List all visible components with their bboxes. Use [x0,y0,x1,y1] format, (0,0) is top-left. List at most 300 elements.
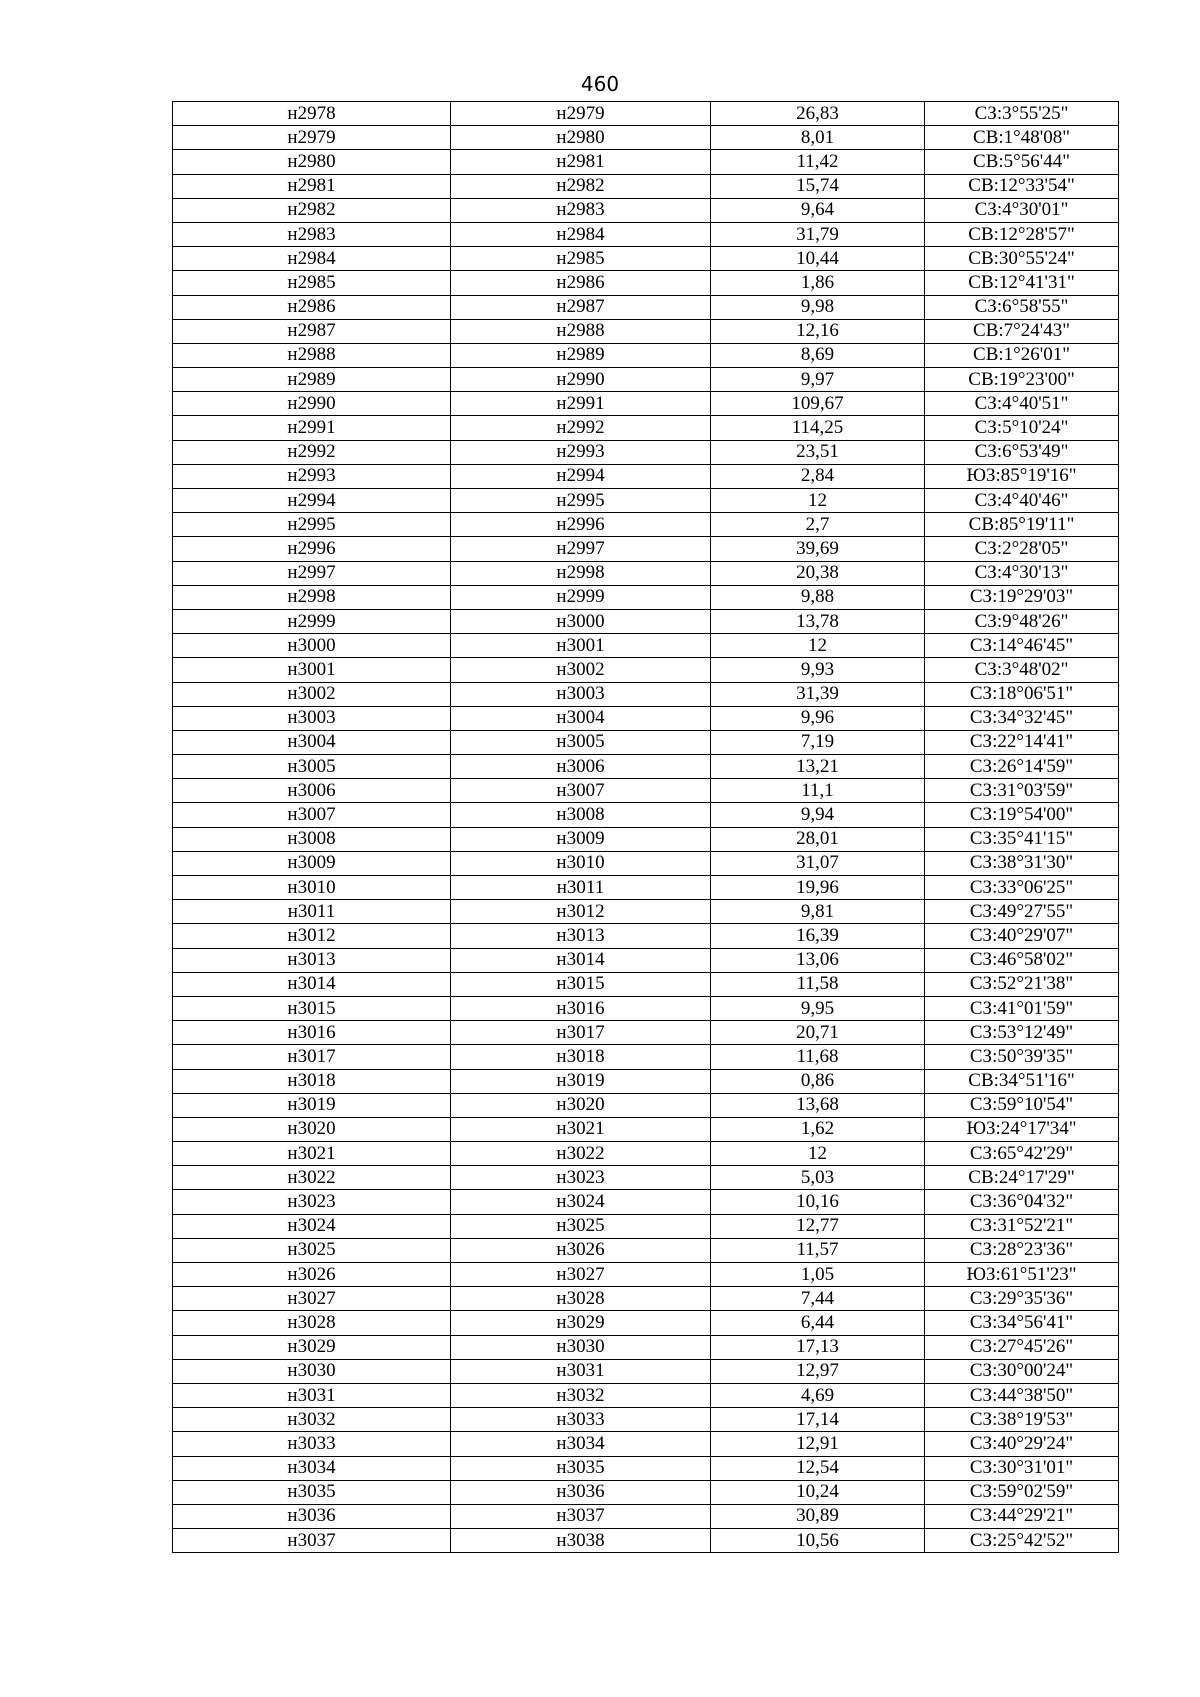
point-to-cell: н3030 [451,1335,711,1359]
bearing-cell: СЗ:52°21'38" [925,972,1119,996]
point-from-cell: н3025 [173,1238,451,1262]
distance-cell: 9,94 [711,803,925,827]
distance-cell: 17,14 [711,1408,925,1432]
point-to-cell: н2985 [451,247,711,271]
point-to-cell: н3017 [451,1021,711,1045]
table-row [173,1238,1119,1262]
table-row [173,1529,1119,1553]
point-to-cell: н2990 [451,368,711,392]
point-to-cell: н2979 [451,102,711,126]
point-from-cell: н3004 [173,730,451,754]
point-to-cell: н3001 [451,634,711,658]
point-to-cell: н3029 [451,1311,711,1335]
point-from-cell: н3026 [173,1263,451,1287]
point-from-cell: н3024 [173,1214,451,1238]
distance-cell: 12,97 [711,1359,925,1383]
point-from-cell: н3017 [173,1045,451,1069]
point-to-cell: н3003 [451,682,711,706]
point-to-cell: н3020 [451,1093,711,1117]
distance-cell: 20,38 [711,561,925,585]
table-row [173,1190,1119,1214]
distance-cell: 1,86 [711,271,925,295]
point-from-cell: н3023 [173,1190,451,1214]
point-from-cell: н3028 [173,1311,451,1335]
distance-cell: 12 [711,489,925,513]
table-row [173,755,1119,779]
distance-cell: 9,81 [711,900,925,924]
bearing-cell: СЗ:18°06'51" [925,682,1119,706]
point-from-cell: н2983 [173,222,451,246]
point-to-cell: н3021 [451,1117,711,1141]
bearing-cell: СЗ:4°40'51" [925,392,1119,416]
distance-cell: 12,16 [711,319,925,343]
bearing-cell: СВ:12°28'57" [925,222,1119,246]
bearing-cell: СЗ:5°10'24" [925,416,1119,440]
point-from-cell: н3007 [173,803,451,827]
point-to-cell: н2987 [451,295,711,319]
point-to-cell: н3009 [451,827,711,851]
point-to-cell: н3011 [451,876,711,900]
point-to-cell: н3016 [451,996,711,1020]
distance-cell: 11,68 [711,1045,925,1069]
bearing-cell: СЗ:29°35'36" [925,1287,1119,1311]
point-from-cell: н2997 [173,561,451,585]
point-from-cell: н3002 [173,682,451,706]
point-to-cell: н2999 [451,585,711,609]
point-to-cell: н2980 [451,126,711,150]
distance-cell: 17,13 [711,1335,925,1359]
table-row [173,464,1119,488]
point-to-cell: н2989 [451,343,711,367]
bearing-cell: СВ:7°24'43" [925,319,1119,343]
table-row [173,900,1119,924]
table-row [173,1093,1119,1117]
bearing-cell: СЗ:53°12'49" [925,1021,1119,1045]
table-row [173,368,1119,392]
bearing-cell: СЗ:4°40'46" [925,489,1119,513]
distance-cell: 5,03 [711,1166,925,1190]
distance-cell: 9,95 [711,996,925,1020]
point-from-cell: н3010 [173,876,451,900]
distance-cell: 9,97 [711,368,925,392]
point-from-cell: н2996 [173,537,451,561]
point-to-cell: н3031 [451,1359,711,1383]
table-row [173,1287,1119,1311]
table-row [173,803,1119,827]
table-row [173,682,1119,706]
bearing-cell: СЗ:26°14'59" [925,755,1119,779]
table-row [173,416,1119,440]
distance-cell: 12 [711,1142,925,1166]
table-row [173,948,1119,972]
table-row [173,1311,1119,1335]
distance-cell: 30,89 [711,1504,925,1528]
table-row [173,706,1119,730]
bearing-cell: СЗ:35°41'15" [925,827,1119,851]
point-to-cell: н2982 [451,174,711,198]
table-row [173,319,1119,343]
point-from-cell: н3001 [173,658,451,682]
point-from-cell: н2978 [173,102,451,126]
point-from-cell: н2982 [173,198,451,222]
distance-cell: 31,39 [711,682,925,706]
point-to-cell: н3036 [451,1480,711,1504]
distance-cell: 6,44 [711,1311,925,1335]
point-from-cell: н2987 [173,319,451,343]
table-row [173,1456,1119,1480]
point-to-cell: н2998 [451,561,711,585]
bearing-cell: СЗ:30°31'01" [925,1456,1119,1480]
point-from-cell: н3013 [173,948,451,972]
point-to-cell: н3014 [451,948,711,972]
point-from-cell: н3003 [173,706,451,730]
bearing-cell: СВ:5°56'44" [925,150,1119,174]
point-to-cell: н2996 [451,513,711,537]
point-to-cell: н3038 [451,1529,711,1553]
bearing-cell: ЮЗ:85°19'16" [925,464,1119,488]
point-to-cell: н2993 [451,440,711,464]
point-from-cell: н2979 [173,126,451,150]
point-from-cell: н3030 [173,1359,451,1383]
bearing-cell: СЗ:40°29'24" [925,1432,1119,1456]
table-row [173,876,1119,900]
point-from-cell: н2980 [173,150,451,174]
bearing-cell: СЗ:31°52'21" [925,1214,1119,1238]
point-from-cell: н3037 [173,1529,451,1553]
point-to-cell: н2992 [451,416,711,440]
point-to-cell: н3000 [451,609,711,633]
point-to-cell: н2995 [451,489,711,513]
distance-cell: 28,01 [711,827,925,851]
distance-cell: 4,69 [711,1383,925,1407]
bearing-cell: СЗ:19°54'00" [925,803,1119,827]
bearing-cell: СЗ:3°55'25" [925,102,1119,126]
table-row [173,271,1119,295]
point-from-cell: н2995 [173,513,451,537]
table-row [173,489,1119,513]
distance-cell: 23,51 [711,440,925,464]
bearing-cell: СЗ:59°02'59" [925,1480,1119,1504]
bearing-cell: СЗ:3°48'02" [925,658,1119,682]
table-row [173,779,1119,803]
table-row [173,343,1119,367]
point-to-cell: н3004 [451,706,711,730]
distance-cell: 20,71 [711,1021,925,1045]
distance-cell: 9,64 [711,198,925,222]
table-row [173,537,1119,561]
point-to-cell: н3012 [451,900,711,924]
bearing-cell: СЗ:38°31'30" [925,851,1119,875]
point-from-cell: н3034 [173,1456,451,1480]
bearing-cell: СЗ:36°04'32" [925,1190,1119,1214]
distance-cell: 7,44 [711,1287,925,1311]
bearing-cell: СЗ:19°29'03" [925,585,1119,609]
distance-cell: 114,25 [711,416,925,440]
table-row [173,585,1119,609]
distance-cell: 31,07 [711,851,925,875]
table-row [173,851,1119,875]
distance-cell: 16,39 [711,924,925,948]
bearing-cell: СЗ:40°29'07" [925,924,1119,948]
table-body [173,102,1119,1553]
point-to-cell: н2981 [451,150,711,174]
table-row [173,658,1119,682]
table-row [173,1045,1119,1069]
distance-cell: 1,62 [711,1117,925,1141]
distance-cell: 2,84 [711,464,925,488]
point-to-cell: н3006 [451,755,711,779]
point-from-cell: н3022 [173,1166,451,1190]
bearing-cell: СЗ:2°28'05" [925,537,1119,561]
distance-cell: 19,96 [711,876,925,900]
distance-cell: 12,54 [711,1456,925,1480]
distance-cell: 109,67 [711,392,925,416]
distance-cell: 13,21 [711,755,925,779]
point-from-cell: н3029 [173,1335,451,1359]
bearing-cell: СВ:1°48'08" [925,126,1119,150]
table-row [173,126,1119,150]
point-from-cell: н2994 [173,489,451,513]
distance-cell: 12,77 [711,1214,925,1238]
table-row [173,1142,1119,1166]
point-to-cell: н3027 [451,1263,711,1287]
distance-cell: 8,01 [711,126,925,150]
bearing-cell: СЗ:4°30'01" [925,198,1119,222]
point-from-cell: н2990 [173,392,451,416]
table-row [173,1359,1119,1383]
bearing-cell: ЮЗ:24°17'34" [925,1117,1119,1141]
point-to-cell: н2991 [451,392,711,416]
point-from-cell: н3014 [173,972,451,996]
bearing-cell: СВ:85°19'11" [925,513,1119,537]
bearing-cell: СЗ:50°39'35" [925,1045,1119,1069]
table-row [173,440,1119,464]
table-row [173,247,1119,271]
distance-cell: 8,69 [711,343,925,367]
bearing-cell: СЗ:34°32'45" [925,706,1119,730]
point-from-cell: н2993 [173,464,451,488]
bearing-cell: СВ:34°51'16" [925,1069,1119,1093]
bearing-cell: СЗ:25°42'52" [925,1529,1119,1553]
point-from-cell: н3009 [173,851,451,875]
distance-cell: 10,16 [711,1190,925,1214]
distance-cell: 0,86 [711,1069,925,1093]
point-from-cell: н3021 [173,1142,451,1166]
point-to-cell: н2983 [451,198,711,222]
point-from-cell: н3031 [173,1383,451,1407]
point-to-cell: н3018 [451,1045,711,1069]
distance-cell: 13,78 [711,609,925,633]
table-row [173,1408,1119,1432]
table-row [173,996,1119,1020]
point-from-cell: н3020 [173,1117,451,1141]
distance-cell: 12 [711,634,925,658]
distance-cell: 1,05 [711,1263,925,1287]
point-from-cell: н2989 [173,368,451,392]
table-row [173,561,1119,585]
point-from-cell: н3005 [173,755,451,779]
point-to-cell: н3015 [451,972,711,996]
bearing-cell: СЗ:65°42'29" [925,1142,1119,1166]
point-to-cell: н3023 [451,1166,711,1190]
point-from-cell: н3019 [173,1093,451,1117]
bearing-cell: СЗ:34°56'41" [925,1311,1119,1335]
table-row [173,1383,1119,1407]
point-from-cell: н2991 [173,416,451,440]
point-from-cell: н2988 [173,343,451,367]
table-row [173,730,1119,754]
point-from-cell: н3027 [173,1287,451,1311]
bearing-cell: СЗ:9°48'26" [925,609,1119,633]
point-from-cell: н2985 [173,271,451,295]
distance-cell: 9,93 [711,658,925,682]
table-row [173,1432,1119,1456]
point-to-cell: н3013 [451,924,711,948]
point-to-cell: н2997 [451,537,711,561]
distance-cell: 12,91 [711,1432,925,1456]
bearing-cell: СВ:24°17'29" [925,1166,1119,1190]
table-row [173,102,1119,126]
distance-cell: 9,96 [711,706,925,730]
table-row [173,1263,1119,1287]
point-to-cell: н3032 [451,1383,711,1407]
table-row [173,1504,1119,1528]
distance-cell: 26,83 [711,102,925,126]
point-from-cell: н2998 [173,585,451,609]
distance-cell: 9,88 [711,585,925,609]
bearing-cell: СЗ:33°06'25" [925,876,1119,900]
table-row [173,1335,1119,1359]
point-to-cell: н3002 [451,658,711,682]
distance-cell: 15,74 [711,174,925,198]
bearing-cell: СЗ:59°10'54" [925,1093,1119,1117]
point-to-cell: н3028 [451,1287,711,1311]
distance-cell: 7,19 [711,730,925,754]
point-to-cell: н3019 [451,1069,711,1093]
point-from-cell: н3018 [173,1069,451,1093]
point-to-cell: н3010 [451,851,711,875]
bearing-cell: СЗ:44°29'21" [925,1504,1119,1528]
point-from-cell: н3008 [173,827,451,851]
point-from-cell: н2999 [173,609,451,633]
bearing-cell: СВ:30°55'24" [925,247,1119,271]
bearing-cell: СЗ:44°38'50" [925,1383,1119,1407]
table-row [173,1480,1119,1504]
point-to-cell: н2986 [451,271,711,295]
distance-cell: 9,98 [711,295,925,319]
point-from-cell: н3036 [173,1504,451,1528]
point-to-cell: н3022 [451,1142,711,1166]
point-from-cell: н2984 [173,247,451,271]
distance-cell: 13,06 [711,948,925,972]
bearing-cell: СВ:19°23'00" [925,368,1119,392]
distance-cell: 11,57 [711,1238,925,1262]
page-number: 460 [580,72,620,96]
point-from-cell: н3016 [173,1021,451,1045]
bearing-cell: СЗ:4°30'13" [925,561,1119,585]
distance-cell: 2,7 [711,513,925,537]
point-to-cell: н3035 [451,1456,711,1480]
bearing-cell: СЗ:22°14'41" [925,730,1119,754]
bearing-cell: СЗ:30°00'24" [925,1359,1119,1383]
point-from-cell: н3032 [173,1408,451,1432]
point-to-cell: н3008 [451,803,711,827]
bearing-cell: СЗ:27°45'26" [925,1335,1119,1359]
table-row [173,198,1119,222]
bearing-cell: СВ:12°33'54" [925,174,1119,198]
table-row [173,1021,1119,1045]
bearing-cell: СЗ:28°23'36" [925,1238,1119,1262]
bearing-cell: СЗ:6°53'49" [925,440,1119,464]
point-from-cell: н3033 [173,1432,451,1456]
bearing-cell: СЗ:49°27'55" [925,900,1119,924]
distance-cell: 11,1 [711,779,925,803]
point-to-cell: н3033 [451,1408,711,1432]
point-from-cell: н2992 [173,440,451,464]
distance-cell: 10,44 [711,247,925,271]
point-from-cell: н3015 [173,996,451,1020]
distance-cell: 39,69 [711,537,925,561]
table-row [173,634,1119,658]
table-row [173,827,1119,851]
table-row [173,609,1119,633]
bearing-cell: СЗ:6°58'55" [925,295,1119,319]
point-to-cell: н3005 [451,730,711,754]
table-row [173,1069,1119,1093]
table-row [173,174,1119,198]
table-row [173,972,1119,996]
point-to-cell: н3037 [451,1504,711,1528]
boundary-points-table [172,101,1119,1553]
point-to-cell: н2988 [451,319,711,343]
point-to-cell: н3007 [451,779,711,803]
point-from-cell: н2981 [173,174,451,198]
bearing-cell: СЗ:41°01'59" [925,996,1119,1020]
distance-cell: 13,68 [711,1093,925,1117]
table-row [173,1117,1119,1141]
point-to-cell: н2994 [451,464,711,488]
point-from-cell: н2986 [173,295,451,319]
distance-cell: 10,24 [711,1480,925,1504]
distance-cell: 31,79 [711,222,925,246]
bearing-cell: СВ:12°41'31" [925,271,1119,295]
table-row [173,150,1119,174]
table-row [173,1214,1119,1238]
point-from-cell: н3006 [173,779,451,803]
table-row [173,295,1119,319]
point-to-cell: н2984 [451,222,711,246]
point-to-cell: н3034 [451,1432,711,1456]
table-row [173,392,1119,416]
table-row [173,513,1119,537]
table-row [173,924,1119,948]
point-to-cell: н3026 [451,1238,711,1262]
table-row [173,222,1119,246]
distance-cell: 11,58 [711,972,925,996]
distance-cell: 11,42 [711,150,925,174]
point-from-cell: н3012 [173,924,451,948]
bearing-cell: СЗ:31°03'59" [925,779,1119,803]
table-row [173,1166,1119,1190]
bearing-cell: СЗ:38°19'53" [925,1408,1119,1432]
bearing-cell: СЗ:14°46'45" [925,634,1119,658]
distance-cell: 10,56 [711,1529,925,1553]
bearing-cell: СВ:1°26'01" [925,343,1119,367]
bearing-cell: ЮЗ:61°51'23" [925,1263,1119,1287]
bearing-cell: СЗ:46°58'02" [925,948,1119,972]
point-from-cell: н3000 [173,634,451,658]
point-from-cell: н3011 [173,900,451,924]
